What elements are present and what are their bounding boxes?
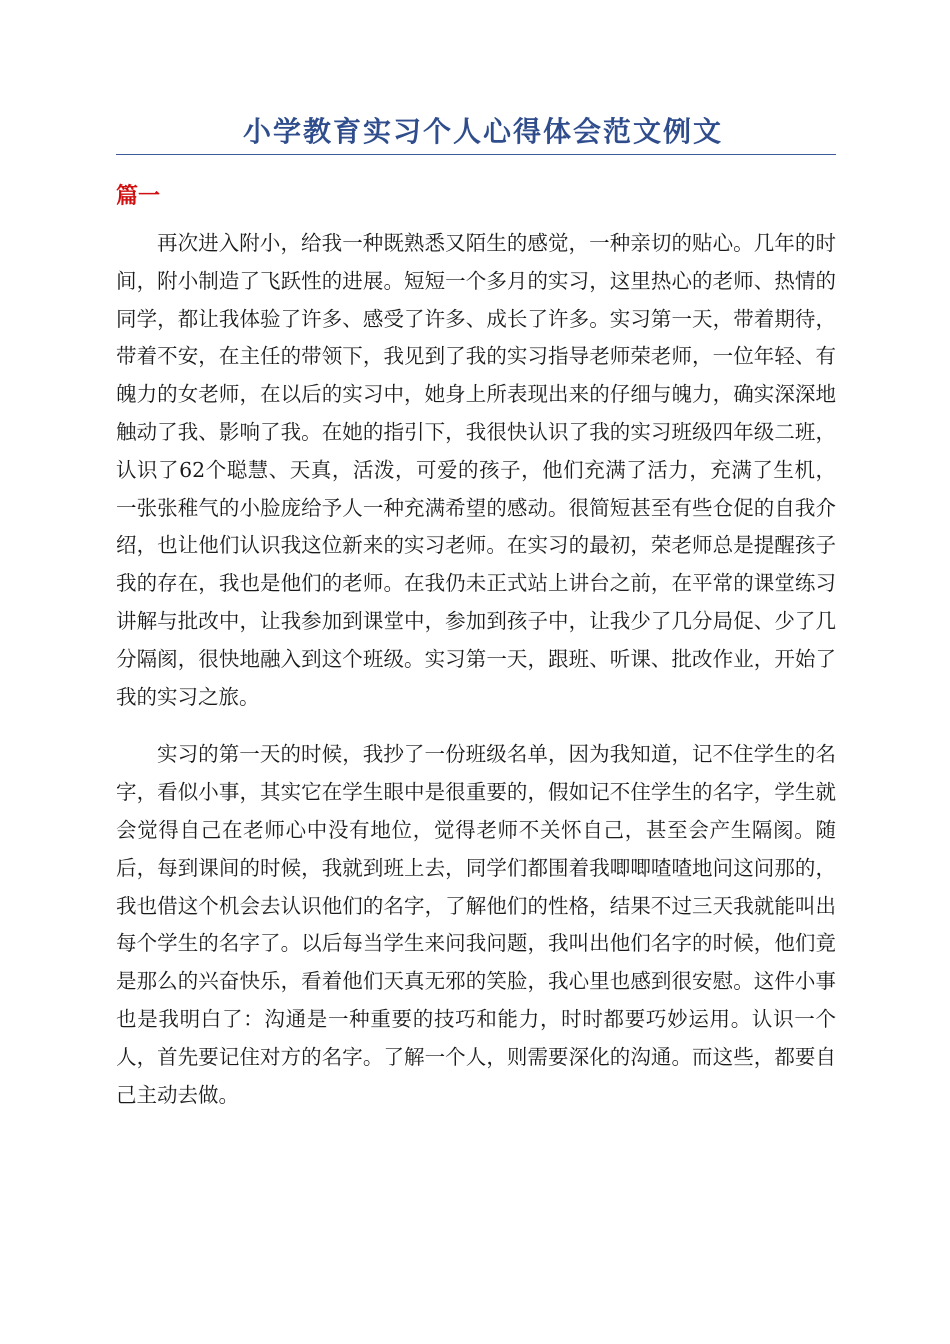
body-paragraph-2: 实习的第一天的时候，我抄了一份班级名单，因为我知道，记不住学生的名字，看似小事，其实它在学生眼中是很重要的，假如记不住学生的名字，学生就会觉得自己在老师心中没有地位，觉得老师不关怀自己，甚至会产生隔阂。随后，每到课间的时候，我就到班上去，同学们都围着我唧唧喳喳地问这问那的，我也借这个机会去认识他们的名字，了解他们的性格，结果不过三天我就能叫出每个学生的名字了。以后每当学生来问我问题，我叫出他们名字的时候，他们竟是那么的兴奋快乐，看着他们天真无邪的笑脸，我心里也感到很安慰。这件小事也是我明白了：沟通是一种重要的技巧和能力，时时都要巧妙运用。认识一个人，首先要记住对方的名字。了解一个人，则需要深化的沟通。而这些，都要自己主动去做。 [116, 742, 836, 1107]
document-title: 小学教育实习个人心得体会范文例文 [242, 115, 723, 148]
section-heading: 篇一 [116, 184, 161, 209]
body-paragraph-1: 再次进入附小，给我一种既熟悉又陌生的感觉，一种亲切的贴心。几年的时间，附小制造了飞跃性的进展。短短一个多月的实习，这里热心的老师、热情的同学，都让我体验了许多、感受了许多、成长了许多。实习第一天，带着期待，带着不安，在主任的带领下，我见到了我的实习指导老师荣老师，一位年轻、有魄力的女老师，在以后的实习中，她身上所表现出来的仔细与魄力，确实深深地触动了我、影响了我。在她的指引下，我很快认识了我的实习班级四年级二班，认识了62个聪慧、天真，活泼，可爱的孩子，他们充满了活力，充满了生机，一张张稚气的小脸庞给予人一种充满希望的感动。很简短甚至有些仓促的自我介绍，也让他们认识我这位新来的实习老师。在实习的最初，荣老师总是提醒孩子我的存在，我也是他们的老师。在我仍未正式站上讲台之前，在平常的课堂练习讲解与批改中，让我参加到课堂中，参加到孩子中，让我少了几分局促、少了几分隔阂，很快地融入到这个班级。实习第一天，跟班、听课、批改作业，开始了我的实习之旅。 [116, 231, 836, 709]
document-page [116, 110, 836, 1114]
title-underline [116, 154, 836, 155]
